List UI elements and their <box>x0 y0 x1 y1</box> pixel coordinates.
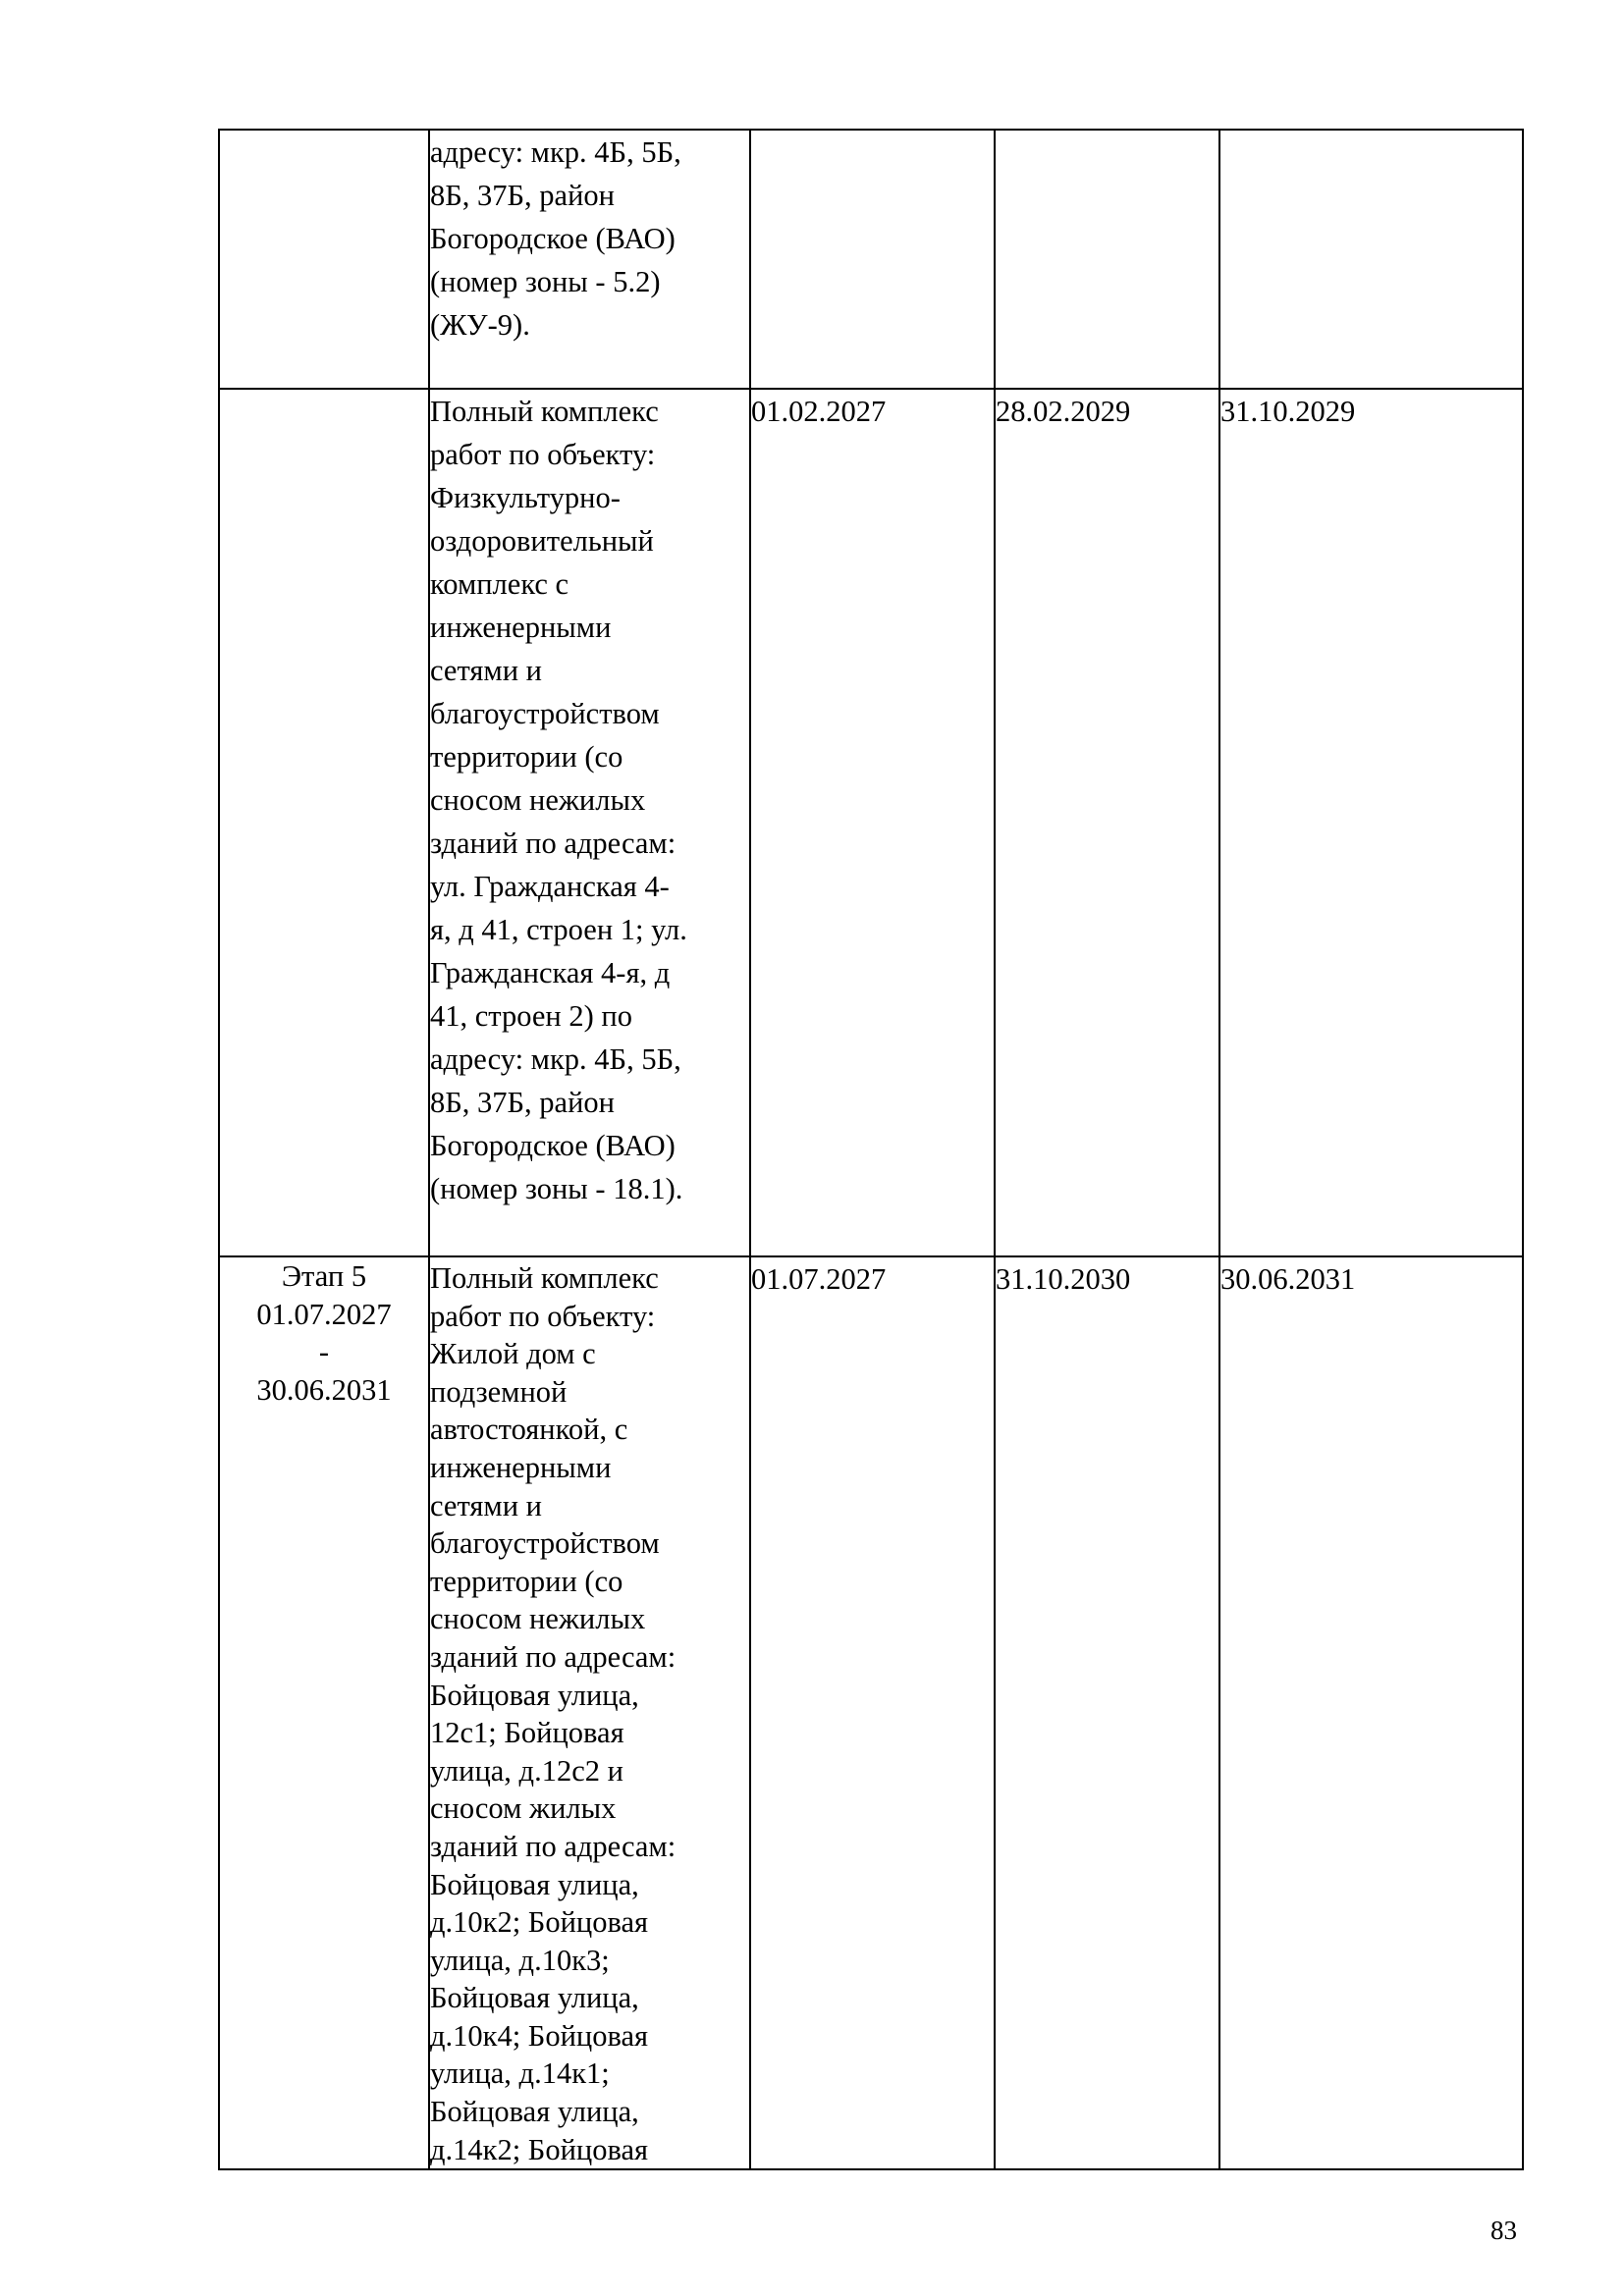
description-line: 8Б, 37Б, район <box>430 1086 615 1119</box>
description-line: д.10к2; Бойцовая <box>430 1905 649 1940</box>
description-line: сетями и <box>430 1488 542 1522</box>
stage-line: Этап 5 <box>281 1259 367 1293</box>
description-line: Богородское (ВАО) <box>430 222 676 255</box>
description-line: благоустройством <box>430 697 660 730</box>
description-line: комплекс с <box>430 567 569 601</box>
description-line: сетями и <box>430 654 542 687</box>
start-date-cell: 01.02.2027 <box>750 389 995 1256</box>
description-line: адресу: мкр. 4Б, 5Б, <box>430 135 681 169</box>
end-date-cell <box>995 130 1219 389</box>
description-line: улица, д.10к3; <box>430 1943 610 1977</box>
description-line: 12с1; Бойцовая <box>430 1716 624 1750</box>
deadline-date-cell: 30.06.2031 <box>1219 1256 1523 2169</box>
description-line: автостоянкой, с <box>430 1413 628 1447</box>
description-line: я, д 41, строен 1; ул. <box>430 913 687 946</box>
description-line: Жилой дом с <box>430 1337 596 1371</box>
work-description-cell <box>429 389 750 1256</box>
description-line: Богородское (ВАО) <box>430 1129 676 1162</box>
description-line: Бойцовая улица, <box>430 1678 639 1712</box>
description-line: сносом нежилых <box>430 1602 646 1636</box>
schedule-table <box>218 129 1524 2170</box>
description-line: Полный комплекс <box>430 395 659 428</box>
description-line: (ЖУ-9). <box>430 308 530 342</box>
description-line: адресу: мкр. 4Б, 5Б, <box>430 1042 681 1076</box>
description-line: (номер зоны - 5.2) <box>430 265 661 298</box>
deadline-date-cell <box>1219 130 1523 389</box>
table-row <box>219 130 1523 389</box>
description-line: сносом нежилых <box>430 783 646 817</box>
description-line: 41, строен 2) по <box>430 999 632 1033</box>
description-line: Полный комплекс <box>430 1261 659 1295</box>
table-row <box>219 1256 1523 2169</box>
description-line: 8Б, 37Б, район <box>430 179 615 212</box>
stage-line: 30.06.2031 <box>256 1372 392 1407</box>
description-line: оздоровительный <box>430 524 654 558</box>
description-line: территории (со <box>430 740 623 774</box>
description-line: благоустройством <box>430 1526 660 1561</box>
description-line: работ по объекту: <box>430 438 656 471</box>
description-line: зданий по адресам: <box>430 1829 677 1863</box>
description-line: Гражданская 4-я, д <box>430 956 671 989</box>
description-line: зданий по адресам: <box>430 827 677 860</box>
end-date-cell: 28.02.2029 <box>995 389 1219 1256</box>
stage-line: 01.07.2027 <box>256 1297 392 1331</box>
description-line: Бойцовая улица, <box>430 1867 639 1901</box>
work-description-cell <box>429 130 750 389</box>
description-line: Бойцовая улица, <box>430 1981 639 2015</box>
deadline-date-cell: 31.10.2029 <box>1219 389 1523 1256</box>
description-line: д.14к2; Бойцовая <box>430 2132 649 2166</box>
description-line: (номер зоны - 18.1). <box>430 1172 683 1205</box>
description-line: территории (со <box>430 1564 623 1598</box>
description-line: инженерными <box>430 1450 612 1484</box>
description-line: инженерными <box>430 611 612 644</box>
table-row <box>219 389 1523 1256</box>
description-line: д.10к4; Бойцовая <box>430 2018 649 2053</box>
description-line: Физкультурно- <box>430 481 621 514</box>
description-line: зданий по адресам: <box>430 1639 677 1674</box>
stage-cell <box>219 389 429 1256</box>
start-date-cell <box>750 130 995 389</box>
work-description-cell <box>429 1256 750 2169</box>
description-line: ул. Гражданская 4- <box>430 870 670 903</box>
description-line: сносом жилых <box>430 1791 617 1826</box>
stage-line: - <box>318 1335 330 1369</box>
stage-cell <box>219 130 429 389</box>
description-line: улица, д.14к1; <box>430 2056 610 2091</box>
description-line: работ по объекту: <box>430 1299 656 1333</box>
end-date-cell: 31.10.2030 <box>995 1256 1219 2169</box>
description-line: подземной <box>430 1374 568 1409</box>
start-date-cell: 01.07.2027 <box>750 1256 995 2169</box>
page-number: 83 <box>1490 2216 1517 2245</box>
description-line: Бойцовая улица, <box>430 2095 639 2129</box>
stage-cell <box>219 1256 429 2169</box>
description-line: улица, д.12с2 и <box>430 1753 623 1788</box>
